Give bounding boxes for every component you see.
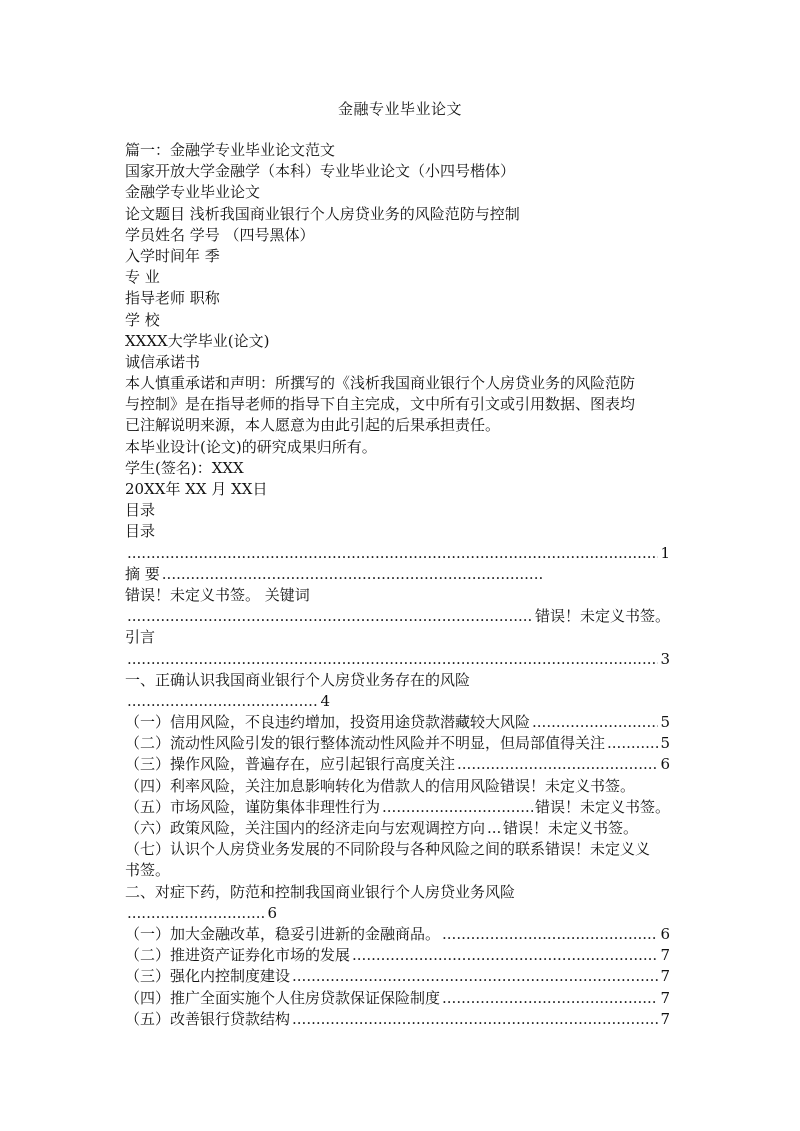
text-line: 论文题目 浅析我国商业银行个人房贷业务的风险范防与控制 <box>125 204 520 223</box>
toc-line[interactable] <box>125 988 670 1009</box>
text-line: 20XX年 XX 月 XX日 <box>125 480 268 498</box>
toc-leader <box>127 903 265 924</box>
toc-page-number: 7 <box>660 946 670 965</box>
toc-page-number: 4 <box>320 691 330 710</box>
toc-page-number: 6 <box>660 755 670 774</box>
toc-leader <box>127 691 318 712</box>
toc-leader <box>162 564 543 585</box>
toc-line[interactable] <box>125 649 670 670</box>
toc-label: （二）推进资产证券化市场的发展 <box>125 946 351 965</box>
toc-page-number: 1 <box>660 543 670 562</box>
toc-line-continuation: 书签。 <box>125 861 171 880</box>
toc-leader <box>457 754 658 775</box>
text-line: 本人慎重承诺和声明：所撰写的《浅析我国商业银行个人房贷业务的风险范防 <box>125 374 636 393</box>
toc-page-number: 5 <box>660 734 670 753</box>
toc-leader <box>382 797 533 818</box>
text-line: 学员姓名 学号 （四号黑体） <box>125 225 315 244</box>
text-line: 目录 <box>125 522 156 541</box>
toc-label: 摘 要 <box>125 564 160 583</box>
text-line: 指导老师 职称 <box>125 289 220 308</box>
toc-leader <box>292 1009 658 1030</box>
toc-leader <box>487 818 501 839</box>
toc-line[interactable] <box>125 564 545 585</box>
toc-label: （一）信用风险，不良违约增加，投资用途贷款潜藏较大风险 <box>125 713 531 732</box>
toc-line[interactable] <box>125 691 330 712</box>
toc-label: （六）政策风险，关注国内的经济走向与宏观调控方向 <box>125 819 486 837</box>
text-line: 诚信承诺书 <box>125 352 201 371</box>
toc-line[interactable] <box>125 966 670 987</box>
toc-leader <box>532 712 658 733</box>
toc-page-number: 错误！未定义书签。 <box>534 607 670 626</box>
toc-leader <box>442 988 658 1009</box>
toc-line[interactable] <box>125 1009 670 1030</box>
toc-line[interactable] <box>125 733 670 754</box>
text-line: 学 校 <box>125 310 160 329</box>
toc-label: （五）改善银行贷款结构 <box>125 1009 291 1028</box>
toc-leader <box>442 924 658 945</box>
toc-leader <box>292 966 658 987</box>
toc-page-number: 6 <box>267 903 277 922</box>
toc-line[interactable]: （四）利率风险，关注加息影响转化为借款人的信用风险错误！未定义书签。 <box>125 776 636 795</box>
text-line: XXXX大学毕业(论文) <box>125 331 270 350</box>
toc-page-number: 6 <box>660 924 670 943</box>
toc-leader <box>127 543 658 564</box>
toc-line[interactable] <box>125 924 670 945</box>
toc-page-number: 5 <box>660 713 670 732</box>
text-line: 专 业 <box>125 268 160 287</box>
text-line: 国家开放大学金融学（本科）专业毕业论文（小四号楷体） <box>125 162 516 181</box>
toc-page-number: 7 <box>660 967 670 986</box>
toc-label: 引言 <box>125 628 156 647</box>
toc-page-number: 3 <box>660 649 670 668</box>
toc-leader <box>352 945 658 966</box>
toc-line[interactable] <box>125 712 670 733</box>
toc-line[interactable] <box>125 797 670 818</box>
toc-label: （四）推广全面实施个人住房贷款保证保险制度 <box>125 988 441 1007</box>
text-line: 已注解说明来源，本人愿意为由此引起的后果承担责任。 <box>125 416 501 435</box>
toc-label: （一）加大金融改革，稳妥引进新的金融商品。 <box>125 924 441 943</box>
toc-line[interactable] <box>125 945 670 966</box>
toc-line[interactable] <box>125 543 670 564</box>
document-title: 金融专业毕业论文 <box>337 100 462 118</box>
toc-line: 错误！未定义书签。 关键词 <box>125 585 310 604</box>
text-line: 本毕业设计(论文)的研究成果归所有。 <box>125 437 377 456</box>
toc-section-title: 二、对症下药，防范和控制我国商业银行个人房贷业务风险 <box>125 882 516 901</box>
text-line: 金融学专业毕业论文 <box>125 183 261 202</box>
toc-leader <box>607 733 658 754</box>
toc-leader <box>127 606 533 627</box>
toc-page-number: 7 <box>660 988 670 1007</box>
toc-line[interactable] <box>125 903 277 924</box>
text-line: 目录 <box>125 501 156 520</box>
toc-label: （二）流动性风险引发的银行整体流动性风险并不明显，但局部值得关注 <box>125 734 606 753</box>
toc-line[interactable] <box>125 818 670 839</box>
text-line: 篇一：金融学专业毕业论文范文 <box>125 141 336 159</box>
toc-line[interactable]: （七）认识个人房贷业务发展的不同阶段与各种风险之间的联系错误！未定义义 <box>125 840 651 859</box>
toc-label: （三）操作风险，普遍存在，应引起银行高度关注 <box>125 755 456 774</box>
toc-line[interactable] <box>125 606 670 627</box>
toc-section-title: 一、正确认识我国商业银行个人房贷业务存在的风险 <box>125 670 471 689</box>
toc-leader <box>127 649 658 670</box>
document-body <box>125 140 670 1030</box>
text-line: 学生(签名)：XXX <box>125 458 244 477</box>
toc-label: （三）强化内控制度建设 <box>125 967 291 986</box>
text-line: 与控制》是在指导老师的指导下自主完成，文中所有引文或引用数据、图表均 <box>125 395 636 414</box>
toc-label: （五）市场风险，谨防集体非理性行为 <box>125 797 381 816</box>
toc-page-number: 错误！未定义书签。 <box>503 819 639 837</box>
toc-page-number: 错误！未定义书签。 <box>534 797 670 816</box>
toc-page-number: 7 <box>660 1009 670 1028</box>
text-line: 入学时间年 季 <box>125 246 220 265</box>
toc-line[interactable] <box>125 754 670 775</box>
